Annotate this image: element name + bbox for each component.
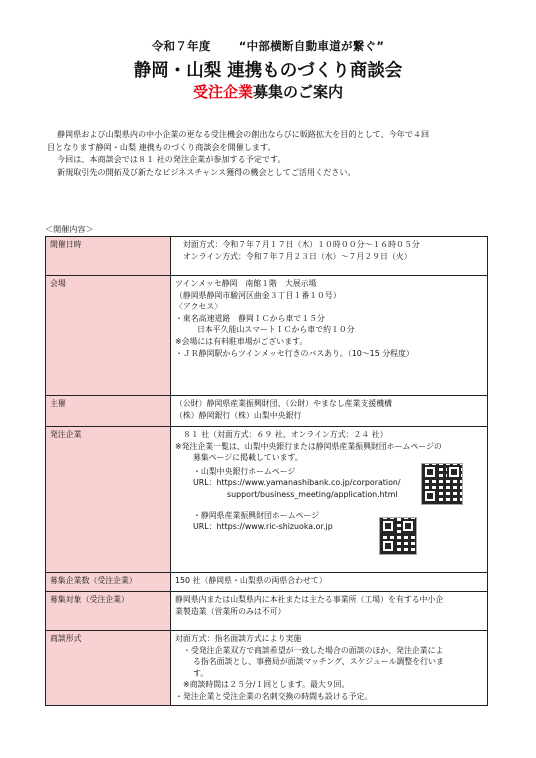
format-line: る指名面談とし、事務局が面談マッチング、スケジュール調整を行いま [193, 657, 444, 667]
row-value-buyers [171, 427, 488, 573]
fiscal-year: 令和７年度 [151, 39, 211, 53]
bank-url[interactable]: URL：https://www.yamanashibank.co.jp/corporation/ [193, 478, 401, 488]
date-line: 対面方式：令和７年７月１７日（木）１０時００分～１６時０５分 [183, 240, 420, 249]
format-line: 対面方式：指名面談方式により実施 [175, 634, 302, 643]
row-value-venue [171, 276, 488, 396]
table-row [46, 573, 488, 592]
table-row [46, 276, 488, 396]
row-key-date: 開催日時 [46, 237, 171, 276]
format-line: す。 [193, 668, 209, 678]
bank-url-cont[interactable]: support/business_meeting/application.html [227, 489, 398, 499]
venue-line: （静岡県静岡市駿河区曲金３丁目１番１０号） [175, 290, 341, 300]
date-line: オンライン方式：令和７年７月２３日（水）～７月２９日（火） [183, 251, 412, 261]
header-line [0, 38, 536, 54]
row-value-target [171, 592, 488, 631]
event-details-table [45, 236, 488, 706]
ric-url[interactable]: URL：https://www.ric-shizuoka.or.jp [193, 522, 333, 532]
row-key-host: 主催 [46, 396, 171, 427]
intro-paragraph [47, 128, 499, 178]
table-row [46, 237, 488, 276]
event-title: 静岡・山梨 連携ものづくり商談会 [133, 61, 403, 81]
table-row [46, 427, 488, 573]
buyers-count: ８１ 社（対面方式：６９ 社、オンライン方式：２４ 社） [183, 430, 388, 439]
venue-line: ツインメッセ静岡 南館１階 大展示場 [175, 279, 317, 288]
buyers-note: ※発注企業一覧は、山梨中央銀行または静岡県産業振興財団ホームページの [175, 441, 442, 451]
venue-line: ※会場には有料駐車場がございます。 [175, 336, 308, 346]
format-line: ・受発注企業双方で商談希望が一致した場合の面談のほか、発注企業によ [183, 645, 444, 655]
subtitle-highlight: 受注企業 [192, 83, 253, 101]
row-key-recruit-count: 募集企業数（受注企業） [46, 573, 171, 592]
row-key-buyers: 発注企業 [46, 427, 171, 573]
format-line: ※商談時間は２５分/１回とします。最大９回。 [183, 680, 350, 690]
ric-link-title: ・静岡県産業振興財団ホームページ [193, 510, 320, 520]
section-label: ＜開催内容＞ [45, 224, 94, 234]
venue-line: 〈アクセス〉 [175, 302, 223, 312]
event-subtitle [0, 81, 536, 102]
ric-qr-code [379, 517, 417, 555]
venue-line: 日本平久能山スマートＩＣから車で約１０分 [197, 325, 355, 335]
row-value-format [171, 631, 488, 706]
intro-line: 静岡県および山梨県内の中小企業の更なる受注機会の創出ならびに販路拡大を目的として、今年で４回 [57, 129, 430, 139]
subtitle-rest: 募集のご案内 [253, 83, 344, 101]
venue-line: ・ＪＲ静岡駅からツインメッセ行きのバスあり。（10～15 分程度） [175, 348, 414, 358]
host-line: （株）静岡銀行（株）山梨中央銀行 [175, 410, 302, 420]
row-value-date [171, 237, 488, 276]
venue-line: ・東名高速道路 静岡ＩＣから車で１５分 [175, 313, 325, 323]
intro-line: 今回は、本商談会では８１ 社の発注企業が参加する予定です。 [57, 154, 286, 165]
table-row [46, 592, 488, 631]
intro-line: 新規取引先の開拓及び新たなビジネスチャンス獲得の機会としてご活用ください。 [57, 166, 356, 177]
buyers-note: 募集ページに掲載しています。 [193, 453, 303, 463]
bank-qr-code [421, 463, 463, 505]
row-value-host [171, 396, 488, 427]
row-key-target: 募集対象（受注企業） [46, 592, 171, 631]
row-key-venue: 会場 [46, 276, 171, 396]
host-line: （公財）静岡県産業振興財団、（公財）やまなし産業支援機構 [175, 399, 392, 408]
format-line: ・発注企業と受注企業の名刺交換の時間も設ける予定。 [175, 691, 373, 701]
bank-link-title: ・山梨中央銀行ホームページ [193, 466, 296, 476]
row-value-recruit-count: 150 社（静岡県・山梨県の両県合わせて） [171, 573, 488, 592]
table-row [46, 631, 488, 706]
target-line: 静岡県内または山梨県内に本社または主たる事業所（工場）を有する中小企 [175, 595, 444, 604]
row-key-format: 商談形式 [46, 631, 171, 706]
target-line: 業製造業（営業所のみは不可） [175, 606, 286, 616]
intro-line: 目となります静岡・山梨 連携ものづくり商談会を開催します。 [47, 141, 276, 152]
event-slogan: “中部横断自動車道が繋ぐ” [238, 39, 385, 53]
table-row [46, 396, 488, 427]
